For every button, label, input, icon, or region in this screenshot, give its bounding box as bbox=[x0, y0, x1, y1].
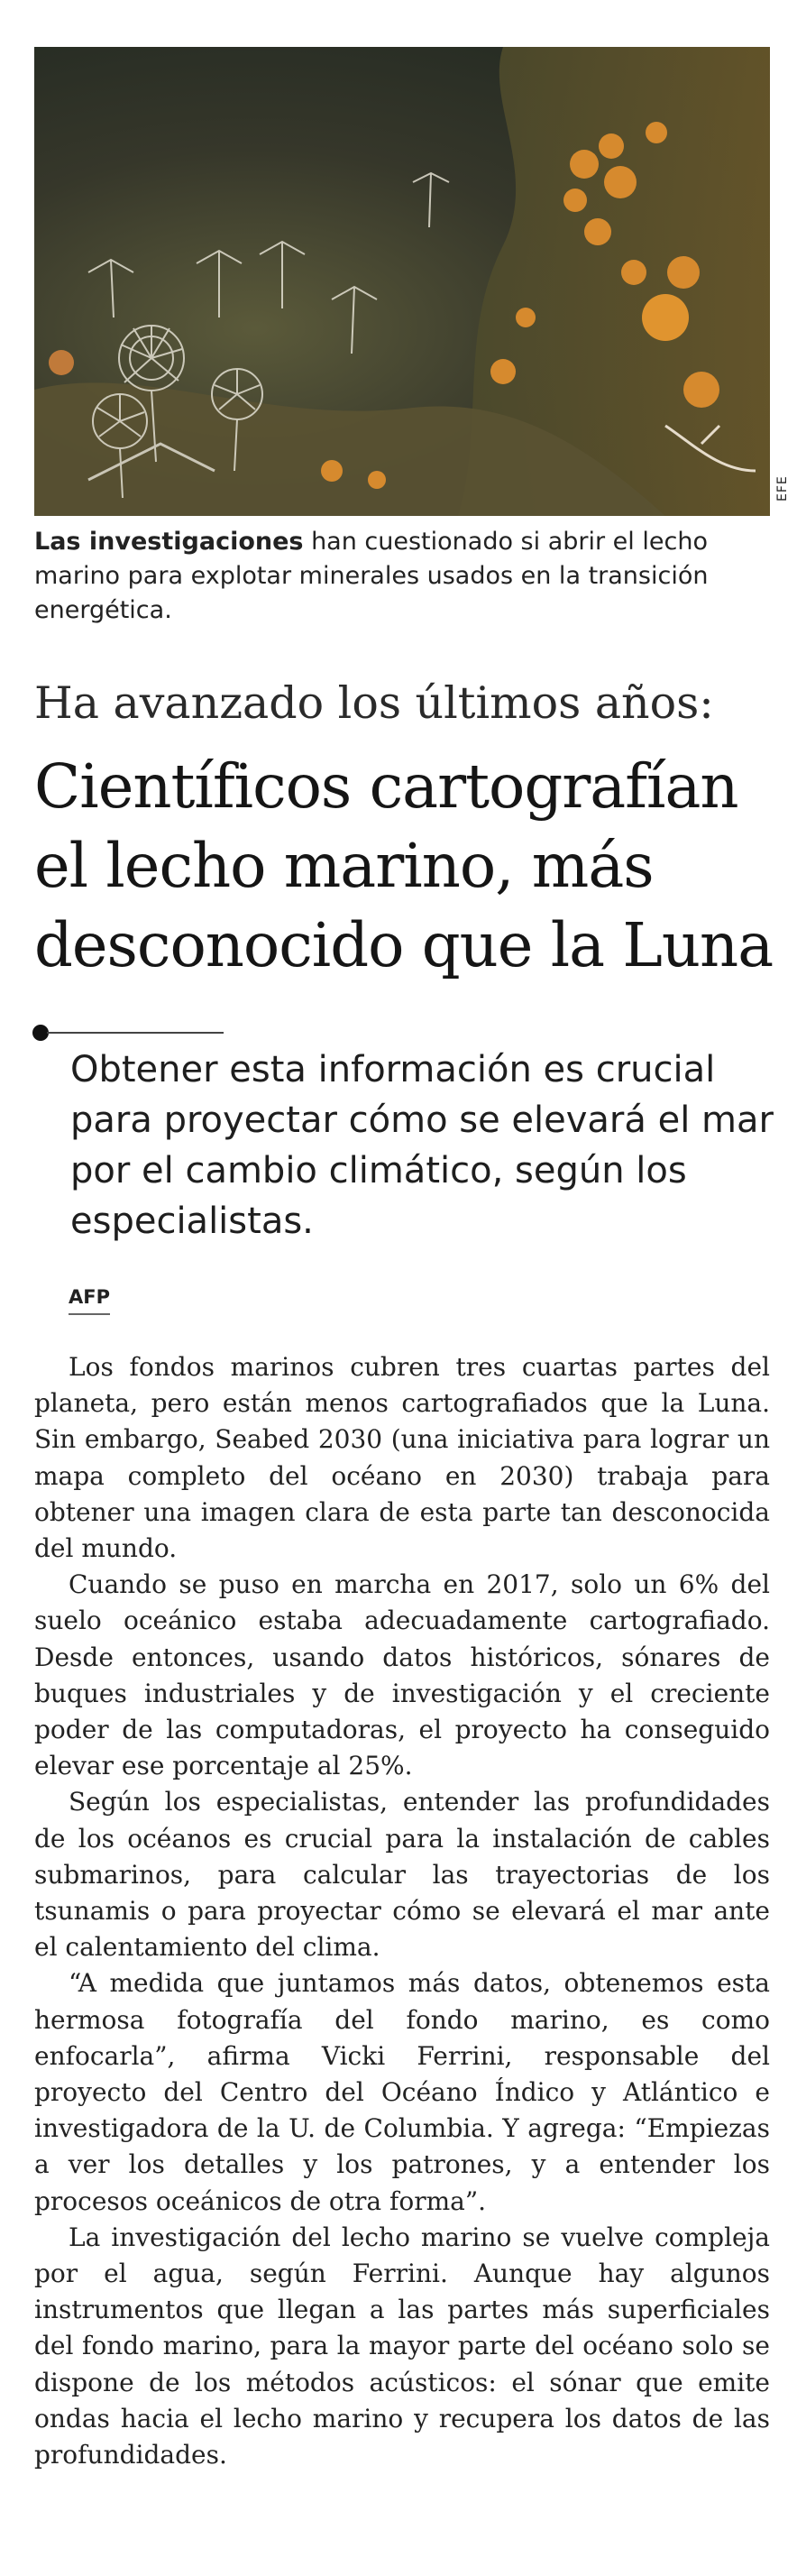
seabed-illustration bbox=[34, 47, 770, 516]
photo-credit: EFE bbox=[775, 475, 790, 501]
caption-lead: Las investigaciones bbox=[34, 528, 304, 556]
body-paragraph: La investigación del lecho marino se vuelve compleja por el agua, según Ferrini. Aunque hay algunos instrumentos que llegan a las partes más superficiales del fondo marino, para la mayor parte del océano solo se dispone de los métodos acústicos: el sónar que emite ondas hacia el lecho marino y recupera los datos de las profundidades. bbox=[34, 2222, 770, 2470]
body-paragraph: Cuando se puso en marcha en 2017, solo un 6% del suelo oceánico estaba adecuadamente cartografiado. Desde entonces, usando datos históricos, sónares de buques industriales y de investigación y el creciente poder de las computadoras, el proyecto ha conseguido elevar ese porcentaje al 25%. bbox=[34, 1569, 770, 1781]
body-paragraph: “A medida que juntamos más datos, obtenemos esta hermosa fotografía del fondo marino, es como enfocarla”, afirma Vicki Ferrini, responsable del proyecto del Centro del Océano Índico y Atlántico e investigadora de la U. de Columbia. Y agrega: “Empiezas a ver los detalles y los patrones, y a entender los procesos oceánicos de otra forma”. bbox=[34, 1968, 770, 2216]
article-kicker: Ha avanzado los últimos años: bbox=[34, 677, 714, 729]
article-deck: Obtener esta información es crucial para proyectar cómo se elevará el mar por el cambio climático, según los especialistas. bbox=[70, 1049, 774, 1242]
byline: AFP bbox=[69, 1286, 110, 1308]
caption-text: han cuestionado si abrir el lecho marino para explotar minerales usados en la transición energética. bbox=[34, 528, 709, 624]
divider-line bbox=[47, 1032, 224, 1034]
body-paragraph: Los fondos marinos cubren tres cuartas partes del planeta, pero están menos cartografiados que la Luna. Sin embargo, Seabed 2030 (una iniciativa para lograr un mapa completo del océano en 2030) trabaja para obtener una imagen clara de esta parte tan desconocida del mundo. bbox=[34, 1352, 770, 1564]
article-headline: Científicos cartografían el lecho marino, más desconocido que la Luna bbox=[34, 751, 774, 980]
seabed-photo bbox=[34, 47, 770, 516]
photo-caption bbox=[34, 525, 770, 628]
byline-underline bbox=[69, 1313, 110, 1315]
body-paragraph: Según los especialistas, entender las profundidades de los océanos es crucial para la instalación de cables submarinos, para calcular las trayectorias de los tsunamis o para proyectar cómo se elevará el mar ante el calentamiento del clima. bbox=[34, 1787, 770, 1963]
article-body bbox=[34, 1349, 770, 2473]
